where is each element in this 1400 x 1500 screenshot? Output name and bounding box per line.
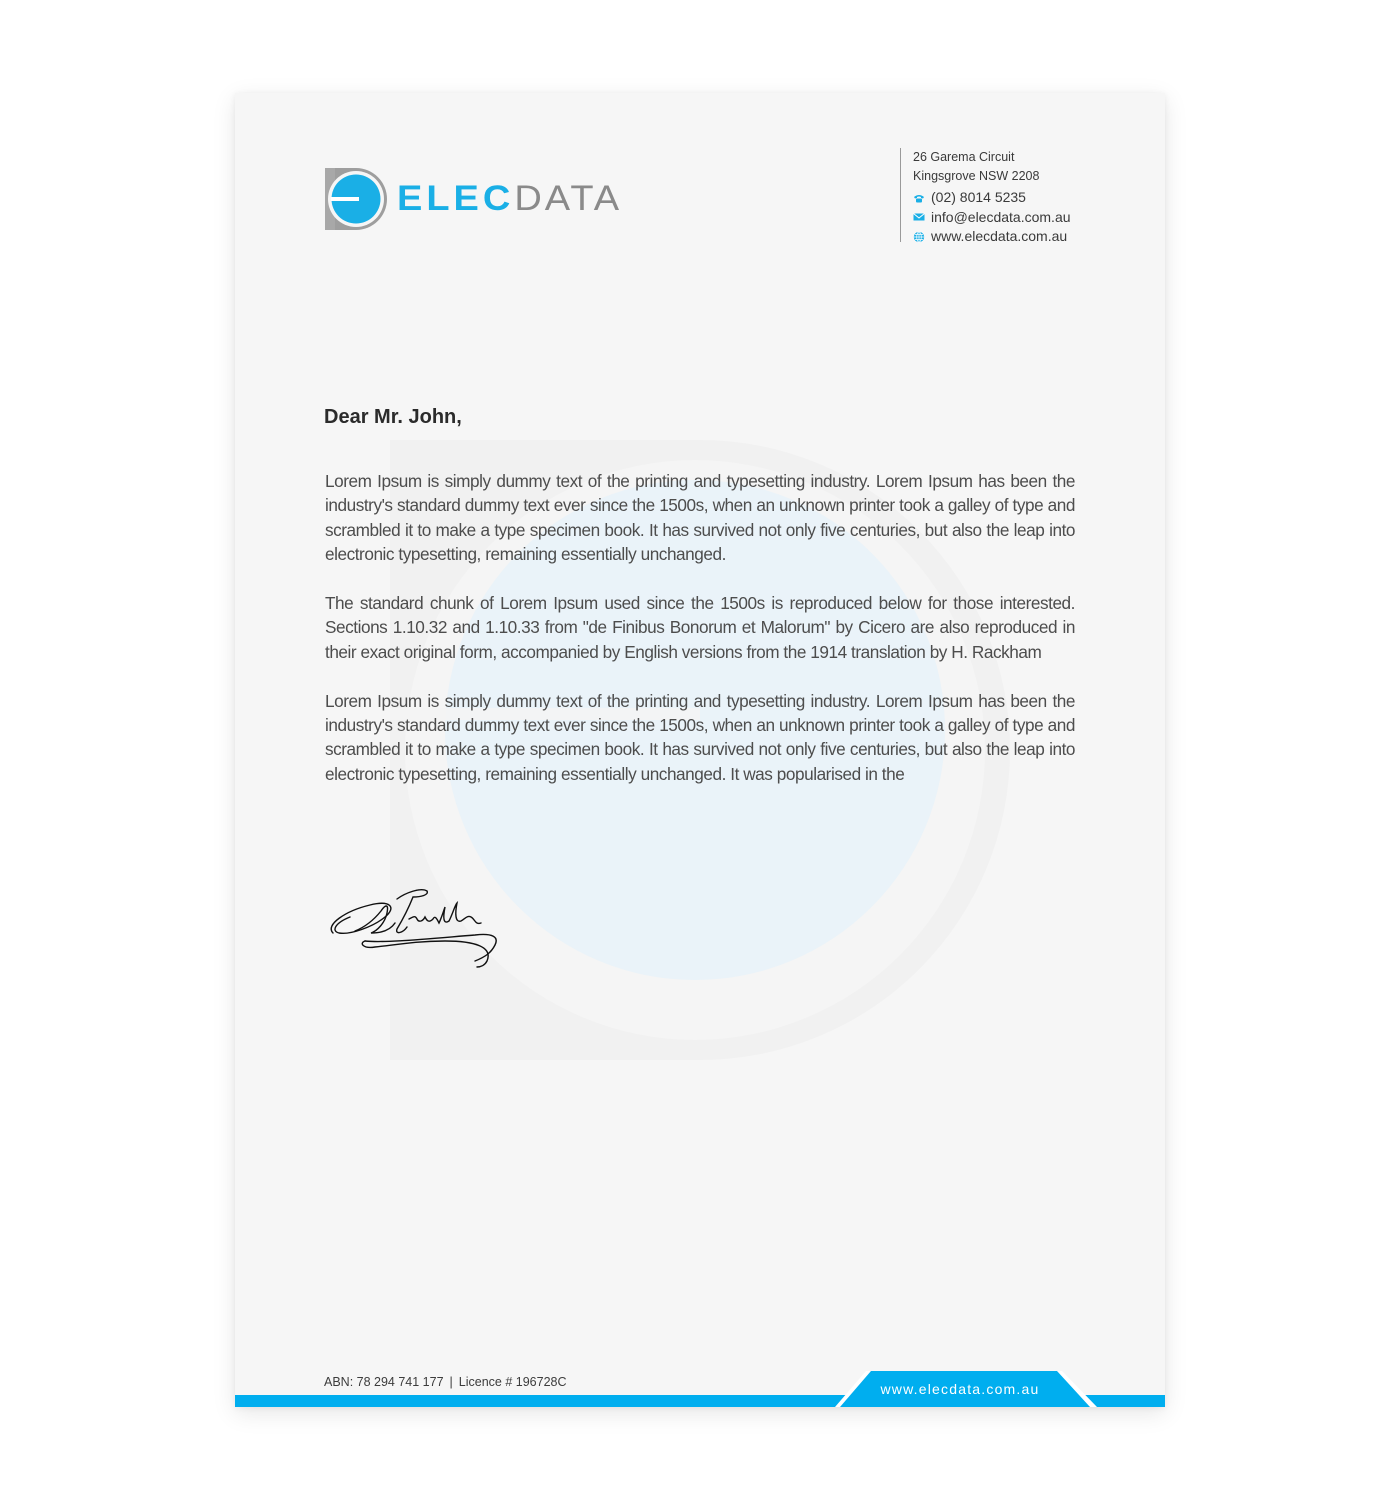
licence-number: Licence # 196728C <box>458 1375 567 1389</box>
phone-icon <box>913 192 925 204</box>
footer-website-link[interactable]: www.elecdata.com.au <box>880 1381 1040 1397</box>
contact-phone <box>913 188 1071 208</box>
address-line-1: 26 Garema Circuit <box>913 150 1015 164</box>
wordmark-data: DATA <box>514 179 623 219</box>
contact-email <box>913 208 1071 228</box>
paragraph-1: Lorem Ipsum is simply dummy text of the printing and typesetting industry. Lorem Ipsum has been the industry's standard dummy text ever since the 1500s, when an unknown printer took a galley of type and scrambled it to make a type specimen book. It has survived not only five centuries, but also the leap into electronic typesetting, remaining essentially unchanged. <box>325 471 1075 565</box>
contact-website <box>913 227 1071 247</box>
footer-separator: | <box>449 1375 453 1389</box>
letter-greeting: Dear Mr. John, <box>324 406 462 428</box>
website-address[interactable]: www.elecdata.com.au <box>931 228 1068 244</box>
globe-icon <box>913 231 925 243</box>
envelope-icon <box>913 211 925 223</box>
email-address[interactable]: info@elecdata.com.au <box>931 208 1071 225</box>
abn-number: ABN: 78 294 741 177 <box>324 1375 444 1389</box>
letter-body <box>325 469 1075 811</box>
elecdata-logo-icon <box>325 168 387 230</box>
signature-image <box>325 883 505 973</box>
wordmark-elec: ELEC <box>397 179 515 219</box>
contact-block <box>900 148 1071 242</box>
company-wordmark <box>397 179 623 219</box>
paragraph-2: The standard chunk of Lorem Ipsum used since the 1500s is reproduced below for those interested. Sections 1.10.32 and 1.10.33 from "de Finibus Bonorum et Malorum" by Cicero are also reproduced in their exact original form, accompanied by English versions from the 1914 translation by H. Rackham <box>325 593 1075 662</box>
letterhead-page <box>235 93 1165 1407</box>
company-logo <box>325 168 622 230</box>
paragraph-3: Lorem Ipsum is simply dummy text of the printing and typesetting industry. Lorem Ipsum has been the industry's standard dummy text ever since the 1500s, when an unknown printer took a galley of type and scrambled it to make a type specimen book. It has survived not only five centuries, but also the leap into electronic typesetting, remaining essentially unchanged. It was popularised in the <box>325 690 1075 784</box>
address-line-2: Kingsgrove NSW 2208 <box>913 168 1040 183</box>
phone-number: (02) 8014 5235 <box>931 189 1026 205</box>
